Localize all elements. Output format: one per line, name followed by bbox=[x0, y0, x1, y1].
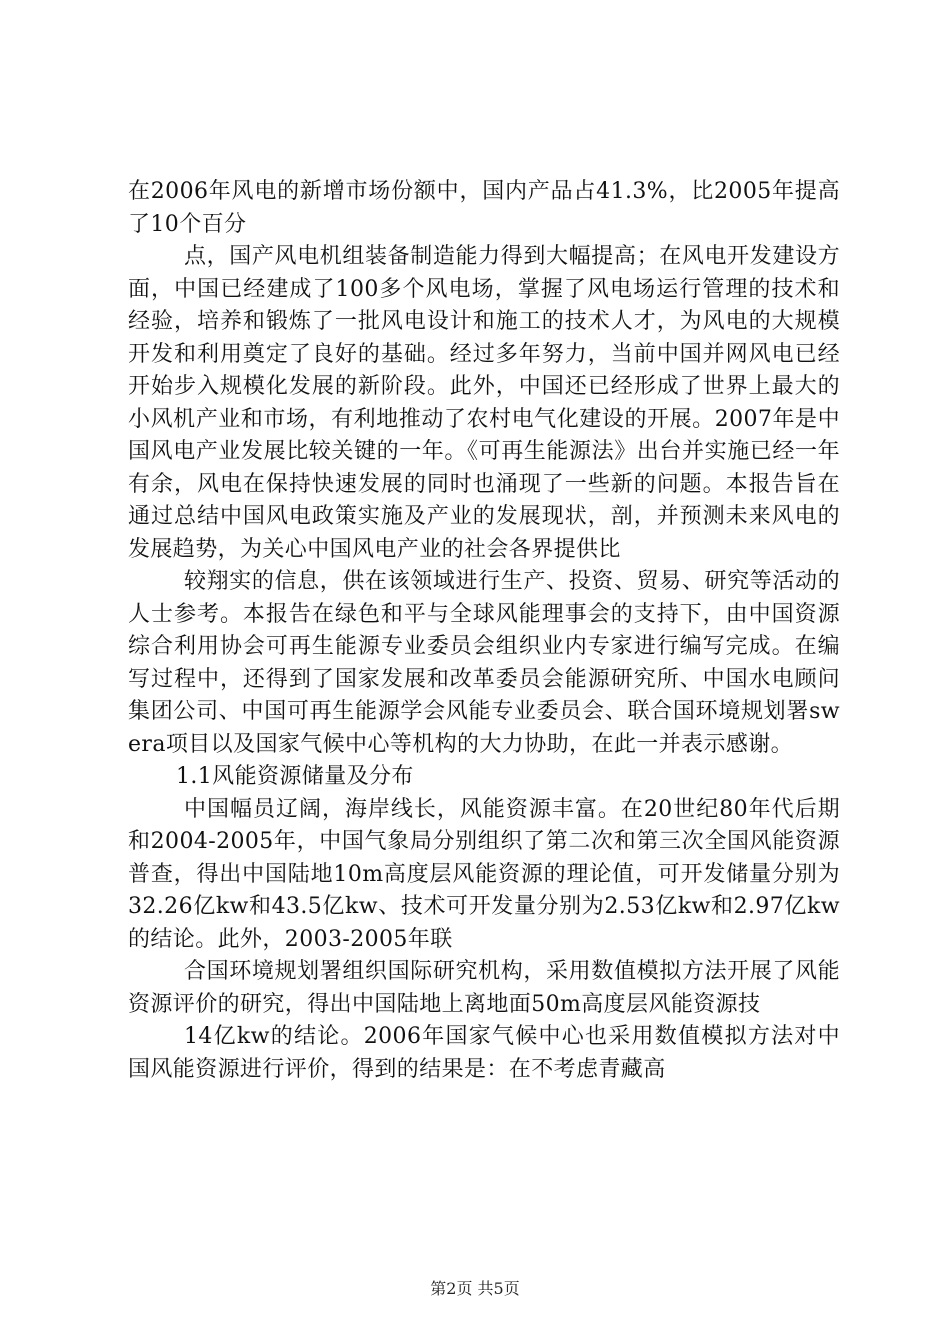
paragraph-1: 在2006年风电的新增市场份额中，国内产品占41.3%，比2005年提高了10个百分 bbox=[128, 179, 840, 237]
paragraph-4: 中国幅员辽阔，海岸线长，风能资源丰富。在20世纪80年代后期和2004-2005年，中国气象局分别组织了第二次和第三次全国风能资源普查，得出中国陆地10m高度层风能资源的理论值，可开发储量分别为32.26亿kw和43.5亿kw、技术可开发量分别为2.53亿kw和2.97亿kw的结论。此外，2003-2005年联 bbox=[128, 796, 840, 952]
paragraph-6: 14亿kw的结论。2006年国家气候中心也采用数值模拟方法对中国风能资源进行评价，得到的结果是：在不考虑青藏高 bbox=[128, 1024, 840, 1082]
page-footer: 第2页 共5页 bbox=[430, 1279, 520, 1298]
paragraph-5: 合国环境规划署组织国际研究机构，采用数值模拟方法开展了风能资源评价的研究，得出中国陆地上离地面50m高度层风能资源技 bbox=[128, 959, 840, 1017]
document-body bbox=[128, 176, 840, 1086]
section-heading: 1.1风能资源储量及分布 bbox=[176, 764, 414, 789]
paragraph-2: 点，国产风电机组装备制造能力得到大幅提高；在风电开发建设方面，中国已经建成了100多个风电场，掌握了风电场运行管理的技术和经验，培养和锻炼了一批风电设计和施工的技术人才，为风电的大规模开发和利用奠定了良好的基础。经过多年努力，当前中国并网风电已经开始步入规模化发展的新阶段。此外，中国还已经形成了世界上最大的小风机产业和市场，有利地推动了农村电气化建设的开展。2007年是中国风电产业发展比较关键的一年。《可再生能源法》出台并实施已经一年有余，风电在保持快速发展的同时也涌现了一些新的问题。本报告旨在通过总结中国风电政策实施及产业的发展现状，剖，并预测未来风电的发展趋势，为关心中国风电产业的社会各界提供比 bbox=[128, 244, 840, 562]
paragraph-3: 较翔实的信息，供在该领域进行生产、投资、贸易、研究等活动的人士参考。本报告在绿色和平与全球风能理事会的支持下，由中国资源综合利用协会可再生能源专业委员会组织业内专家进行编写完成。在编写过程中，还得到了国家发展和改革委员会能源研究所、中国水电顾问集团公司、中国可再生能源学会风能专业委员会、联合国环境规划署swera项目以及国家气候中心等机构的大力协助，在此一并表示感谢。 bbox=[128, 569, 840, 757]
